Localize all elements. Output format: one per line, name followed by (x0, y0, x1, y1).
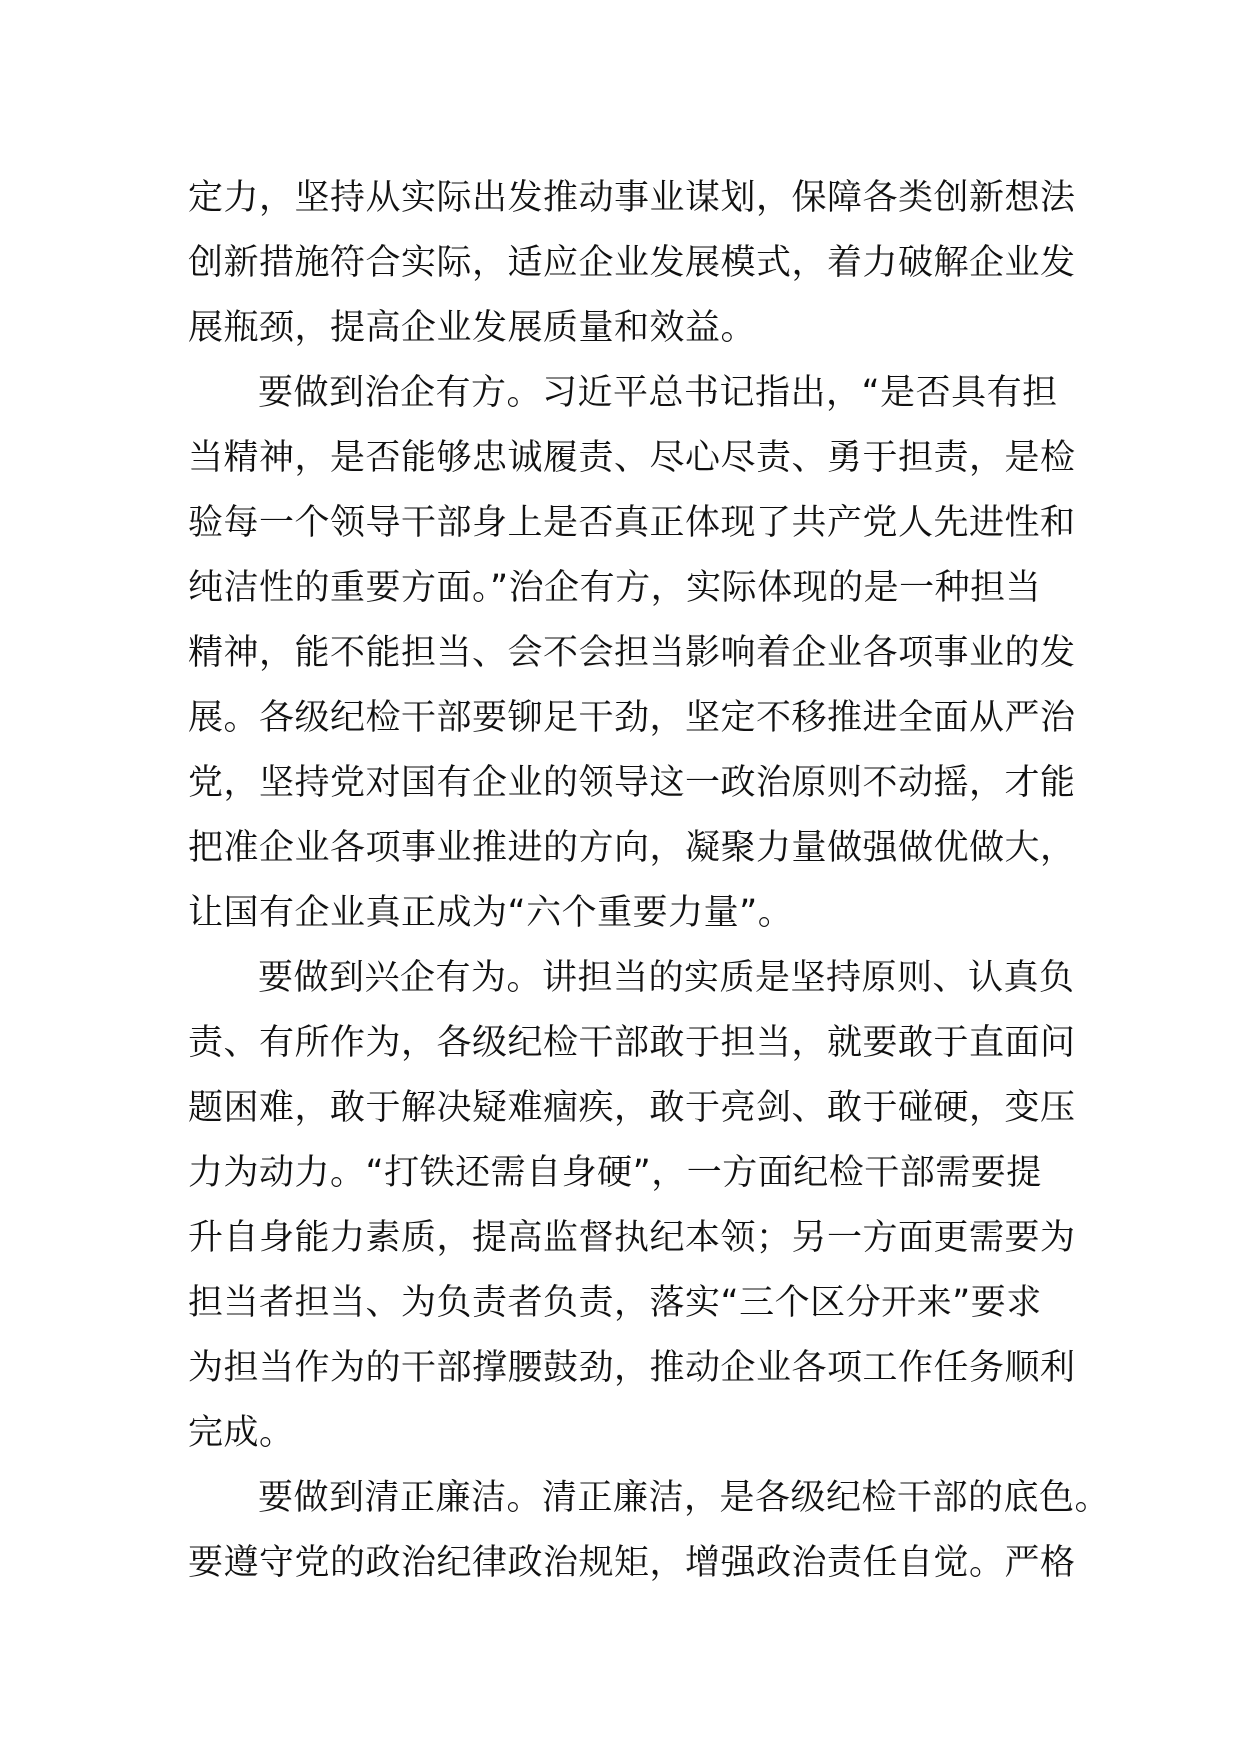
text-line: 题困难，敢于解决疑难痼疾，敢于亮剑、敢于碰硬，变压 (188, 1088, 1076, 1128)
text-line: 要遵守党的政治纪律政治规矩，增强政治责任自觉。严格 (188, 1543, 1076, 1583)
text-line: 展。各级纪检干部要铆足干劲，坚定不移推进全面从严治 (188, 698, 1076, 738)
body-text (188, 166, 1111, 1596)
text-line: 定力，坚持从实际出发推动事业谋划，保障各类创新想法 (188, 178, 1076, 218)
text-line: 把准企业各项事业推进的方向，凝聚力量做强做优做大， (188, 828, 1076, 868)
text-line: 当精神，是否能够忠诚履责、尽心尽责、勇于担责，是检 (188, 438, 1076, 478)
text-line: 完成。 (188, 1413, 295, 1453)
text-line: 精神，能不能担当、会不会担当影响着企业各项事业的发 (188, 633, 1076, 673)
text-line: 要做到治企有方。习近平总书记指出，“是否具有担 (258, 373, 1058, 413)
text-line: 担当者担当、为负责者负责，落实“三个区分开来”要求 (188, 1283, 1042, 1323)
text-line: 要做到兴企有为。讲担当的实质是坚持原则、认真负 (258, 958, 1075, 998)
text-line: 力为动力。“打铁还需自身硬”，一方面纪检干部需要提 (188, 1153, 1042, 1193)
text-line: 验每一个领导干部身上是否真正体现了共产党人先进性和 (188, 503, 1076, 543)
text-line: 升自身能力素质，提高监督执纪本领；另一方面更需要为 (188, 1218, 1076, 1258)
text-line: 为担当作为的干部撑腰鼓劲，推动企业各项工作任务顺利 (188, 1348, 1076, 1388)
text-line: 纯洁性的重要方面。”治企有方，实际体现的是一种担当 (188, 568, 1042, 608)
text-line: 创新措施符合实际，适应企业发展模式，着力破解企业发 (188, 243, 1076, 283)
text-line: 责、有所作为，各级纪检干部敢于担当，就要敢于直面问 (188, 1023, 1076, 1063)
text-line: 党，坚持党对国有企业的领导这一政治原则不动摇，才能 (188, 763, 1076, 803)
text-line: 展瓶颈，提高企业发展质量和效益。 (188, 308, 757, 348)
text-line: 让国有企业真正成为“六个重要力量”。 (188, 893, 794, 933)
text-line: 要做到清正廉洁。清正廉洁，是各级纪检干部的底色。 (258, 1478, 1111, 1518)
